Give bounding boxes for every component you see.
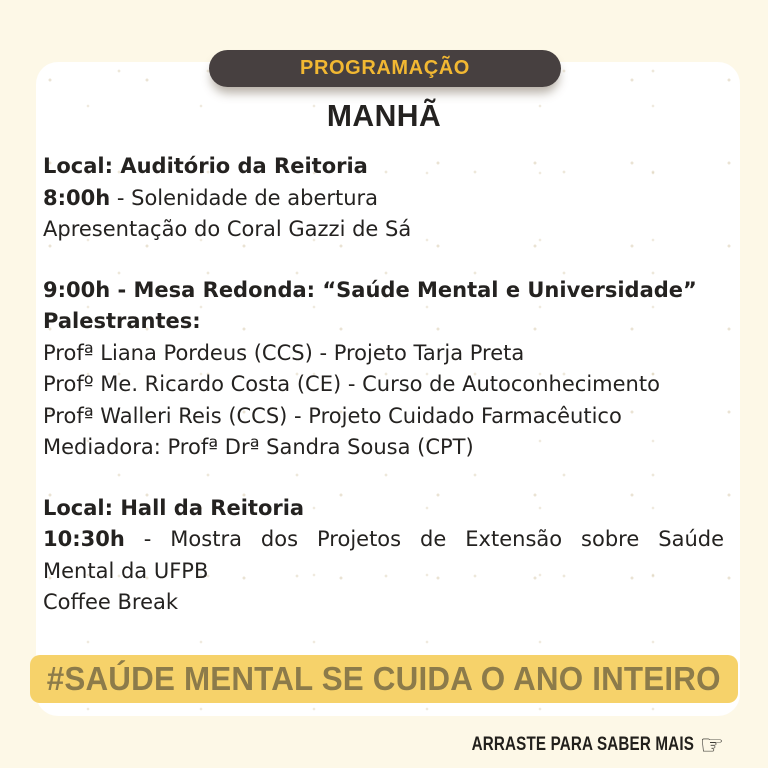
pointing-hand-right-icon: ☞ xyxy=(699,729,724,761)
swipe-hint-text: ARRASTE PARA SABER MAIS xyxy=(471,734,694,755)
hashtag-banner-text: #SAÚDE MENTAL SE CUIDA O ANO INTEIRO xyxy=(47,660,721,697)
programacao-badge xyxy=(209,50,561,87)
schedule-text: Mediadora: Profª Drª Sandra Sousa (CPT) xyxy=(43,435,474,459)
schedule-line xyxy=(43,183,724,215)
schedule-text-bold: 9:00h - Mesa Redonda: “Saúde Mental e Universidade” xyxy=(43,277,697,302)
schedule-line xyxy=(43,338,724,370)
section-title-manha: MANHÃ xyxy=(326,98,442,133)
schedule-block xyxy=(43,151,724,246)
schedule-line xyxy=(43,151,724,183)
schedule-text: - Mostra dos Projetos de Extensão sobre Saúde xyxy=(124,527,724,551)
schedule-block xyxy=(43,493,724,619)
schedule-line xyxy=(43,275,724,307)
programacao-badge-label: PROGRAMAÇÃO xyxy=(300,57,470,79)
schedule-text-bold: 10:30h xyxy=(43,527,125,551)
hashtag-banner xyxy=(30,655,738,703)
schedule-text-bold: 8:00h xyxy=(43,185,111,210)
schedule-line xyxy=(43,369,724,401)
schedule-line xyxy=(43,587,724,619)
schedule xyxy=(43,151,724,619)
swipe-hint xyxy=(416,729,724,761)
schedule-text: Profª Liana Pordeus (CCS) - Projeto Tarja Preta xyxy=(43,340,525,365)
schedule-line xyxy=(43,432,724,464)
schedule-text: Apresentação do Coral Gazzi de Sá xyxy=(43,217,412,241)
schedule-text: Coffee Break xyxy=(43,590,179,614)
schedule-text-bold: Palestrantes: xyxy=(43,309,201,333)
schedule-line xyxy=(43,524,724,556)
schedule-text: - Solenidade de abertura xyxy=(110,185,379,210)
schedule-text-bold: Local: Auditório da Reitoria xyxy=(43,154,368,178)
schedule-text: Profª Walleri Reis (CCS) - Projeto Cuidado Farmacêutico xyxy=(43,403,622,428)
schedule-line xyxy=(43,556,724,588)
schedule-line xyxy=(43,306,724,338)
schedule-text-bold: Local: Hall da Reitoria xyxy=(43,495,305,520)
schedule-text: Mental da UFPB xyxy=(43,558,209,583)
schedule-line xyxy=(43,401,724,433)
schedule-line xyxy=(43,214,724,246)
schedule-block xyxy=(43,275,724,464)
schedule-line xyxy=(43,493,724,525)
schedule-text: Profº Me. Ricardo Costa (CE) - Curso de Autoconhecimento xyxy=(43,372,660,396)
